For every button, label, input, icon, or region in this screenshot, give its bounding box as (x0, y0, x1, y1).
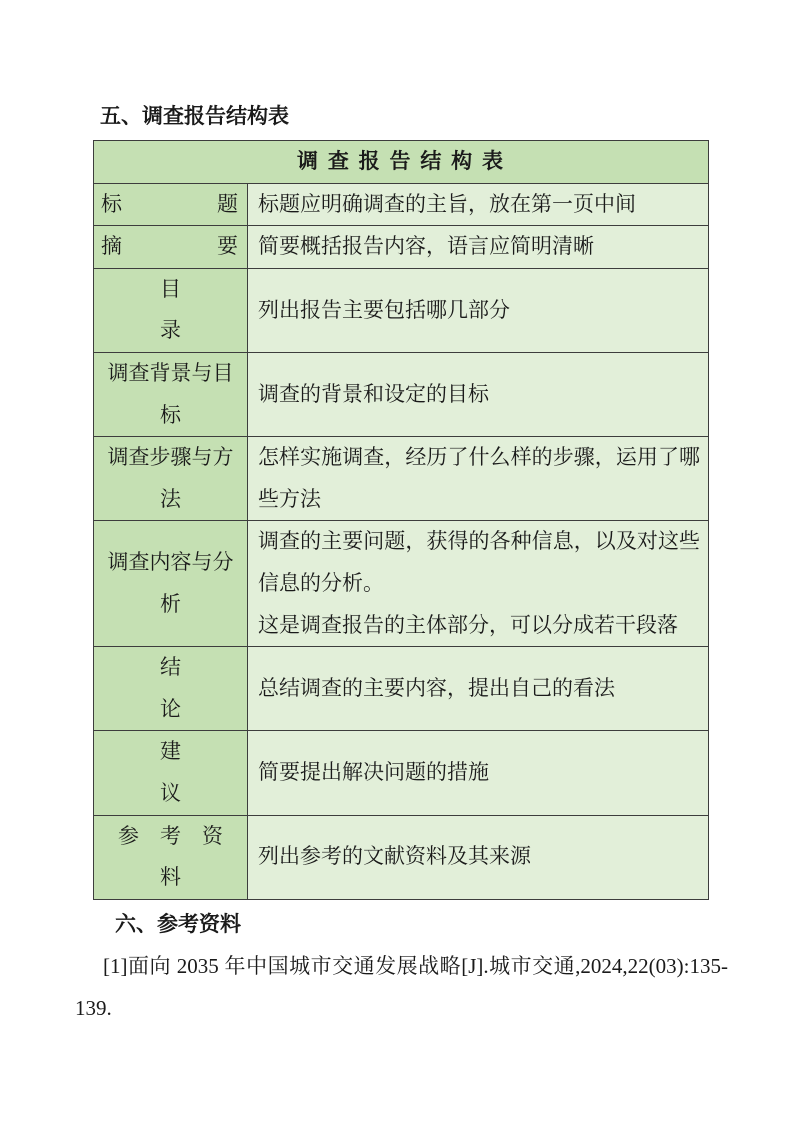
table-row (94, 183, 709, 226)
row-label-cell (94, 647, 248, 731)
row-label: 摘要 (101, 234, 238, 259)
section-heading-references: 六、参考资料 (115, 913, 241, 936)
row-label: 目录 (159, 276, 181, 343)
table-body (94, 183, 709, 899)
row-label: 调查内容与分析 (107, 550, 234, 616)
row-label-cell (94, 183, 248, 226)
row-label: 建议 (159, 739, 181, 805)
row-content-cell (248, 268, 709, 352)
table-row (94, 815, 709, 899)
row-content-cell (248, 647, 709, 731)
row-content: 调查的主要问题，获得的各种信息，以及对这些信息的分析。 (258, 529, 701, 595)
row-content: 简要概括报告内容，语言应简明清晰 (258, 234, 594, 259)
row-content: 调查的背景和设定的目标 (258, 381, 489, 406)
row-content: 怎样实施调查，经历了什么样的步骤，运用了哪些方法 (258, 445, 701, 511)
table-row (94, 521, 709, 647)
row-content: 列出参考的文献资料及其来源 (258, 844, 531, 869)
table-title: 调 查 报 告 结 构 表 (94, 141, 709, 184)
row-content-cell (248, 815, 709, 899)
table-row (94, 352, 709, 436)
report-structure-table (93, 140, 709, 900)
row-label: 调查步骤与方法 (107, 445, 234, 511)
table-title-row (94, 141, 709, 184)
row-label-cell (94, 437, 248, 521)
row-label-cell (94, 731, 248, 815)
table-row (94, 226, 709, 269)
row-label-cell (94, 226, 248, 269)
row-content: 列出报告主要包括哪几部分 (258, 297, 510, 322)
row-content-cell (248, 437, 709, 521)
row-label-cell (94, 815, 248, 899)
table-head (94, 141, 709, 184)
table-row (94, 437, 709, 521)
table-row (94, 731, 709, 815)
section-heading-structure-table: 五、调查报告结构表 (100, 105, 289, 128)
table-row (94, 647, 709, 731)
row-content-cell (248, 183, 709, 226)
row-label-cell (94, 268, 248, 352)
row-content-cell (248, 521, 709, 647)
row-content: 标题应明确调查的主旨，放在第一页中间 (258, 191, 636, 216)
reference-item: [1]面向 2035 年中国城市交通发展战略[J].城市交通,2024,22(03):135-139. (75, 954, 728, 1020)
row-content: 总结调查的主要内容，提出自己的看法 (258, 675, 615, 700)
row-label: 参 考 资 料 (118, 823, 244, 890)
row-label-cell (94, 352, 248, 436)
row-content-cell (248, 226, 709, 269)
row-content-cell (248, 731, 709, 815)
row-label-cell (94, 521, 248, 647)
row-content-cell (248, 352, 709, 436)
row-content: 这是调查报告的主体部分，可以分成若干段落 (258, 612, 678, 637)
row-content: 简要提出解决问题的措施 (258, 760, 489, 785)
row-label: 标题 (101, 191, 238, 216)
row-label: 结论 (159, 655, 181, 721)
row-label: 调查背景与目标 (107, 360, 234, 427)
table-row (94, 268, 709, 352)
